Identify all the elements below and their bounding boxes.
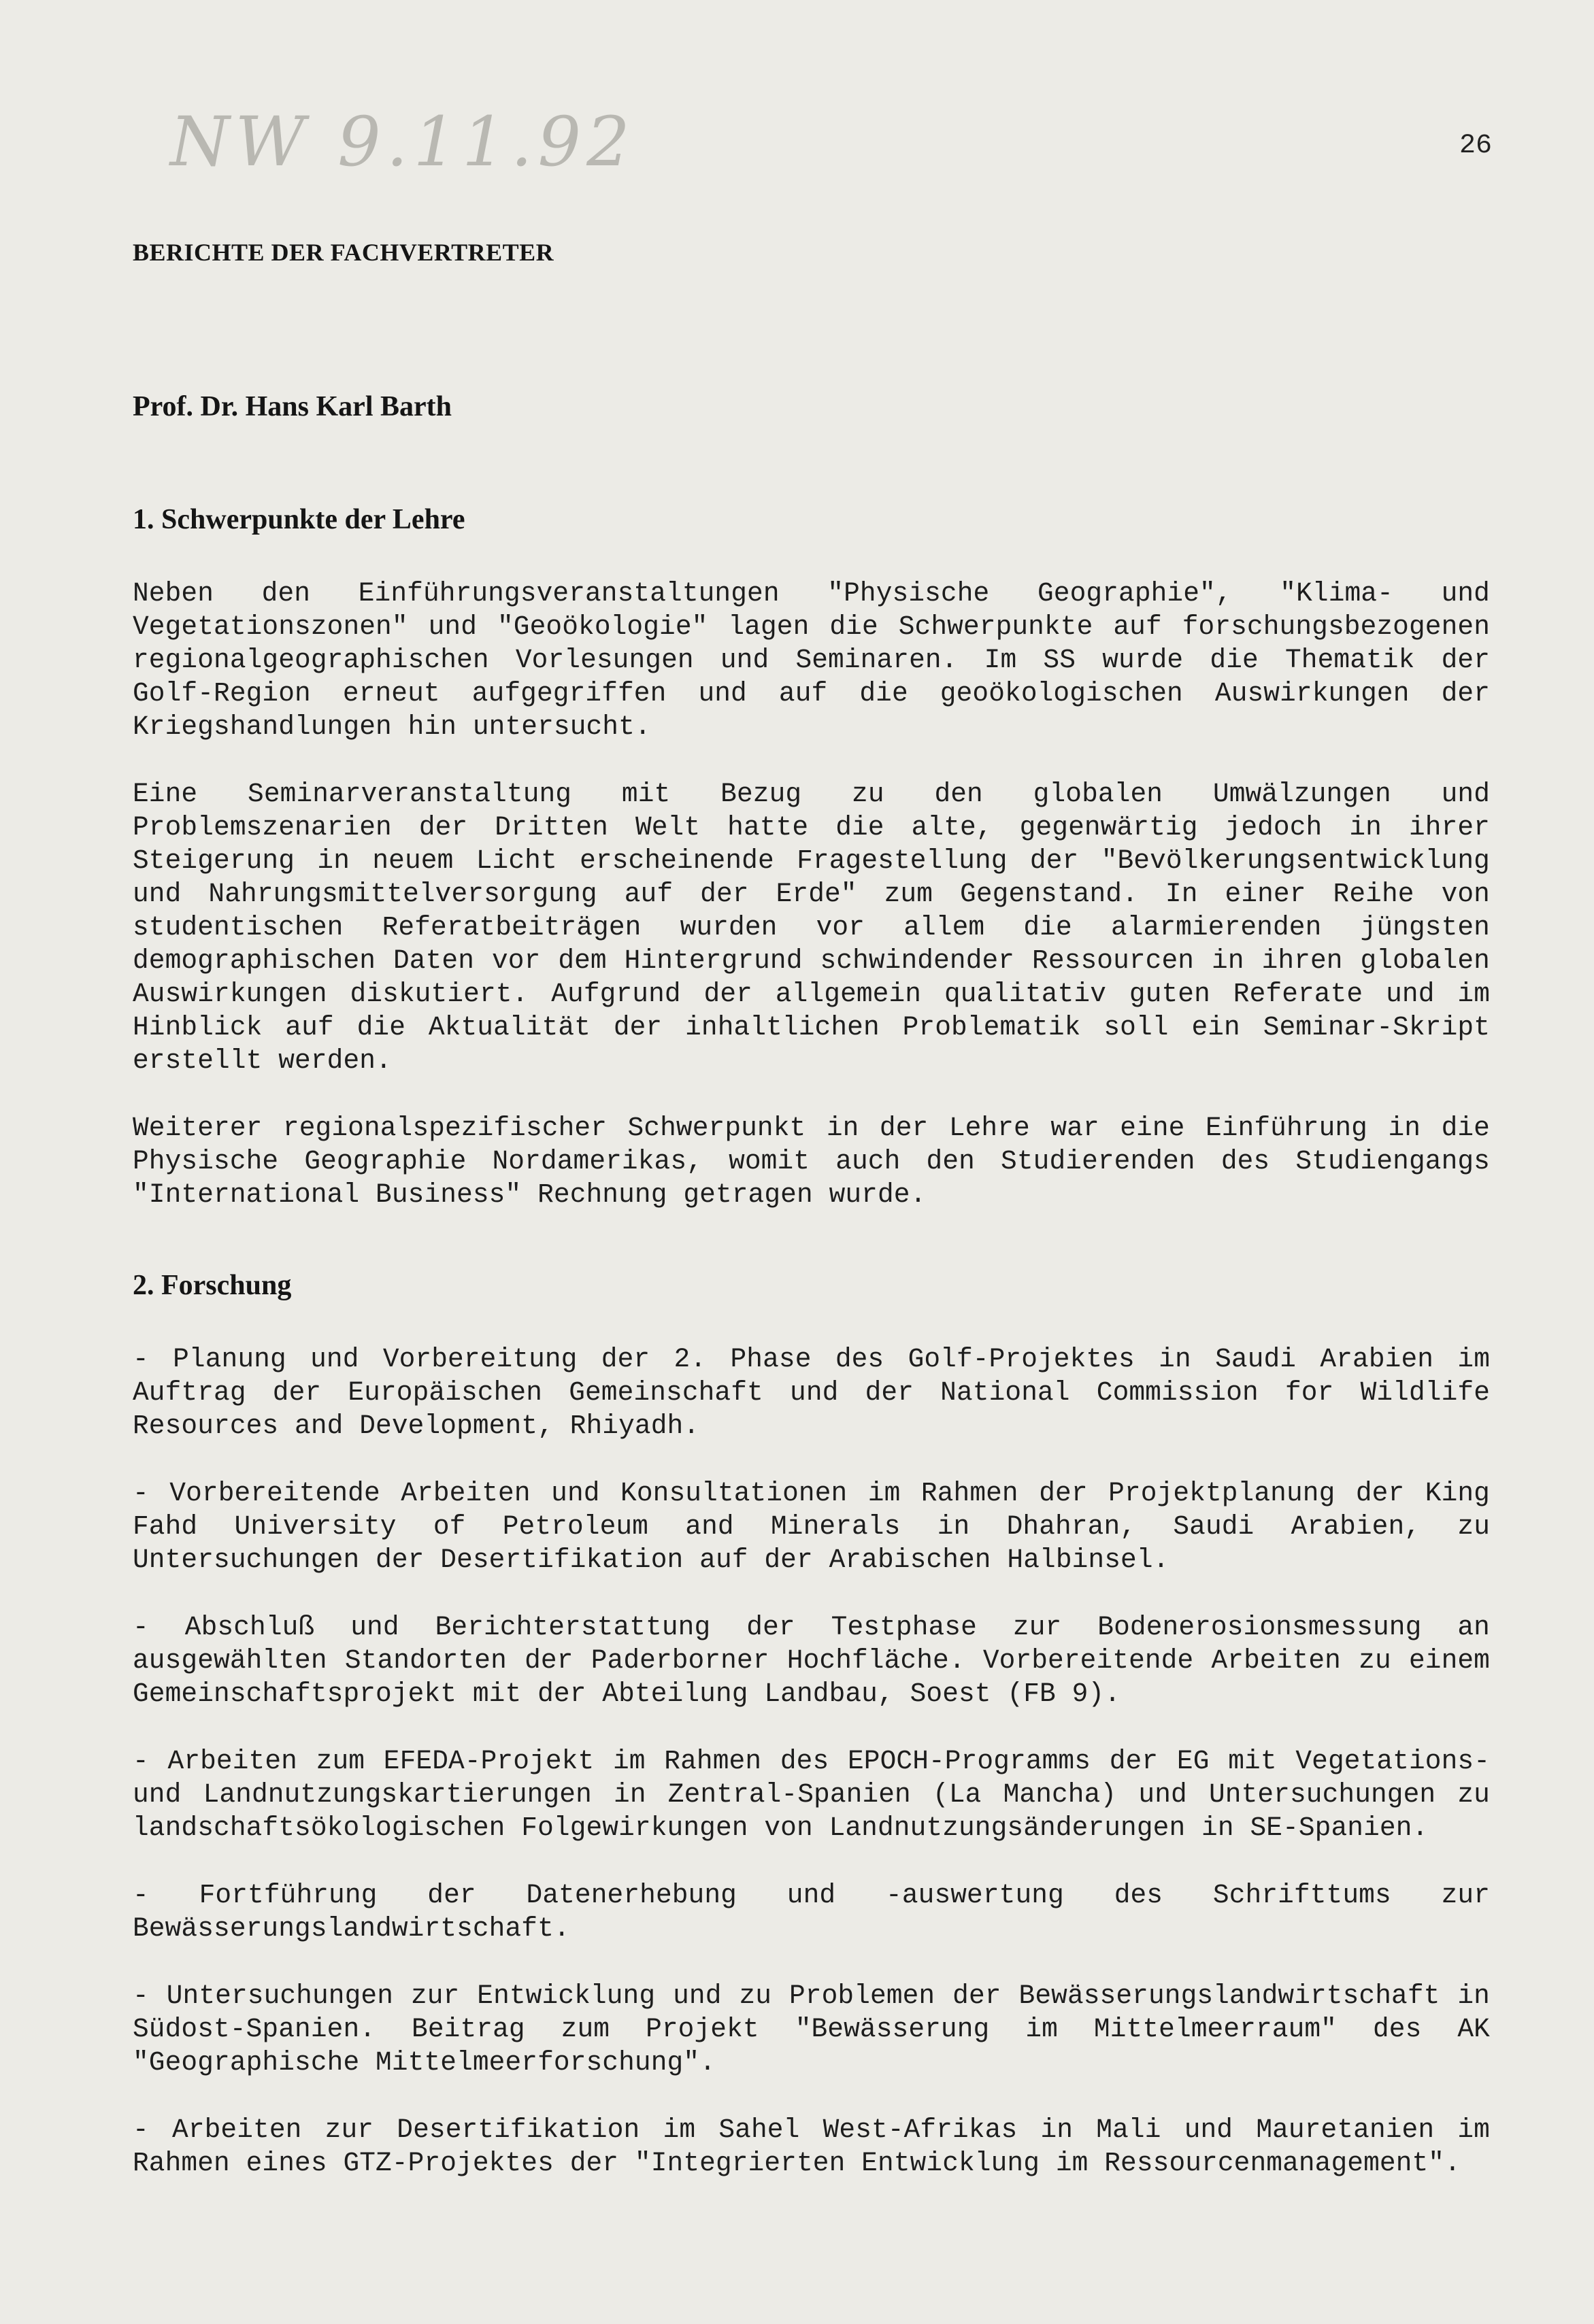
paragraph: Neben den Einführungsveranstaltungen "Physische Geographie", "Klima- und Vegetationszonen" und "Geoökologie" lagen die Schwerpunkte auf forschungsbezogenen regionalgeographischen Vorlesungen und Seminaren. Im SS wurde die Thematik der Golf-Region erneut aufgegriffen und auf die geoökologischen Auswirkungen der Kriegshandlungen hin untersucht.: [133, 578, 1490, 742]
paragraph: Weiterer regionalspezifischer Schwerpunkt in der Lehre war eine Einführung in die Physische Geographie Nordamerikas, womit auch den Studierenden des Studiengangs "International Business" Rechnung getragen wurde.: [133, 1113, 1490, 1210]
handwritten-note: NW 9.11.92: [170, 102, 635, 182]
page-content: [133, 238, 1490, 2180]
page-number: 26: [1459, 131, 1493, 161]
report-heading: BERICHTE DER FACHVERTRETER: [133, 239, 554, 266]
research-item: - Fortführung der Datenerhebung und -auswertung des Schrifttums zur Bewässerungslandwirtschaft.: [133, 1880, 1490, 1944]
research-item: - Arbeiten zum EFEDA-Projekt im Rahmen des EPOCH-Programms der EG mit Vegetations- und Landnutzungskartierungen in Zentral-Spanien (La Mancha) und Untersuchungen zu landschaftsökologischen Folgewirkungen von Landnutzungsänderungen in SE-Spanien.: [133, 1746, 1490, 1843]
research-item: - Vorbereitende Arbeiten und Konsultationen im Rahmen der Projektplanung der King Fahd University of Petroleum and Minerals in Dhahran, Saudi Arabien, zu Untersuchungen der Desertifikation auf der Arabischen Halbinsel.: [133, 1478, 1490, 1575]
section-title-forschung: 2. Forschung: [133, 1270, 292, 1301]
research-item: - Abschluß und Berichterstattung der Testphase zur Bodenerosionsmessung an ausgewählten Standorten der Paderborner Hochfläche. Vorbereitende Arbeiten zu einem Gemeinschaftsprojekt mit der Abteilung Landbau, Soest (FB 9).: [133, 1612, 1490, 1709]
section-title-lehre: 1. Schwerpunkte der Lehre: [133, 504, 465, 535]
research-item: - Arbeiten zur Desertifikation im Sahel West-Afrikas in Mali und Mauretanien im Rahmen eines GTZ-Projektes der "Integrierten Entwicklung im Ressourcenmanagement".: [133, 2115, 1490, 2178]
research-item: - Untersuchungen zur Entwicklung und zu Problemen der Bewässerungslandwirtschaft in Südost-Spanien. Beitrag zum Projekt "Bewässerung im Mittelmeerraum" des AK "Geographische Mittelmeerforschung".: [133, 1981, 1490, 2078]
paragraph: Eine Seminarveranstaltung mit Bezug zu den globalen Umwälzungen und Problemszenarien der Dritten Welt hatte die alte, gegenwärtig jedoch in ihrer Steigerung in neuem Licht erscheinende Fragestellung der "Bevölkerungsentwicklung und Nahrungsmittelversorgung auf der Erde" zum Gegenstand. In einer Reihe von studentischen Referatbeiträgen wurden vor allem die alarmierenden jüngsten demographischen Daten vor dem Hintergrund schwindender Ressourcen in ihren globalen Auswirkungen diskutiert. Aufgrund der allgemein qualitativ guten Referate und im Hinblick auf die Aktualität der inhaltlichen Problematik soll ein Seminar-Skript erstellt werden.: [133, 779, 1490, 1076]
research-item: - Planung und Vorbereitung der 2. Phase des Golf-Projektes in Saudi Arabien im Auftrag der Europäischen Gemeinschaft und der National Commission for Wildlife Resources and Development, Rhiyadh.: [133, 1344, 1490, 1441]
author-name: Prof. Dr. Hans Karl Barth: [133, 391, 452, 422]
